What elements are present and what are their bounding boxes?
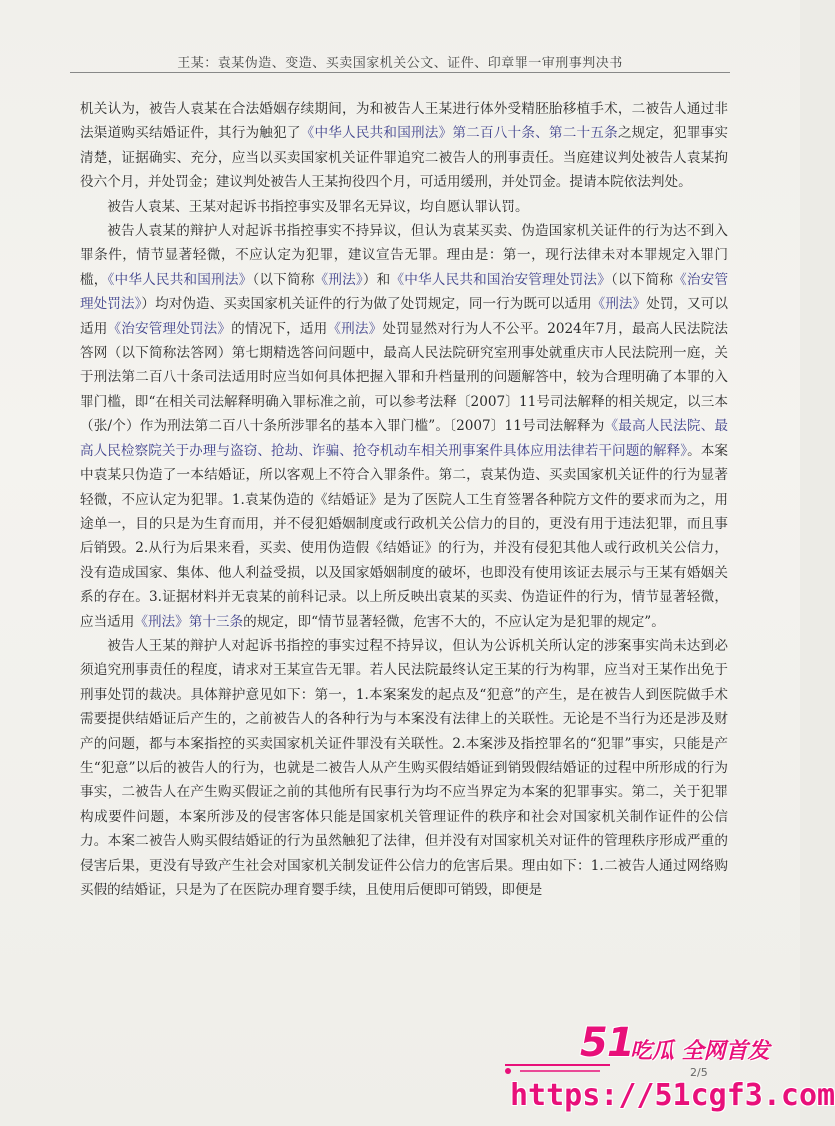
paragraph-wang-defense bbox=[80, 634, 728, 902]
text-run: 处罚，又可以适用 bbox=[80, 296, 729, 337]
text-run: （以下简称 bbox=[252, 271, 315, 288]
document-body bbox=[80, 97, 728, 902]
page-header-title: 王某：袁某伪造、变造、买卖国家机关公文、证件、印章罪一审刑事判决书 bbox=[177, 56, 623, 71]
law-citation: 《治安管理处罚法》 bbox=[107, 320, 232, 337]
site-watermark bbox=[500, 1000, 835, 1126]
watermark-brand: 51 bbox=[580, 1020, 634, 1066]
text-run: 处罚显然对行为人不公平。2024年7月，最高人民法院法答网（以下简称法答网）第七期精选答问问题中，最高人民法院研究室刑事处就重庆市人民法院刑一庭，关于刑法第二百八十条司法适用时应当如何具体把握入罪和升档量刑的问题解答中，较为合理明确了本罪的入罪门槛，即“在相关司法解释明确入罪标准之前，可以参考法释〔2007〕11号司法解释的相关规定，以三本（张/个）作为刑法第二百八十条所涉罪名的基本入罪门槛”。〔2007〕11号司法解释为 bbox=[80, 320, 729, 435]
text-run: 机关认为，被告人袁某在合法婚姻存续期间，为和被告人王某进行体外受精胚胎移植手术，二被告人通过非法渠道购买结婚证件，其行为触犯了 bbox=[80, 101, 728, 142]
page-number: 2/5 bbox=[690, 1066, 708, 1079]
law-citation: 《刑法》 bbox=[327, 320, 383, 337]
law-citation: 《中华人民共和国治安管理处罚法》 bbox=[390, 271, 611, 288]
text-run: 。本案中袁某只伪造了一本结婚证，所以客观上不符合入罪条件。第二，袁某伪造、买卖国家机关证件的行为显著轻微，不应认定为犯罪。1.袁某伪造的《结婚证》是为了医院人工生育签署各种院方文件的要求而为之，用途单一，目的只是为生育而用，并不侵犯婚姻制度或行政机关公信力的目的，更没有用于违法犯罪，而且事后销毁。2.从行为后果来看，买卖、使用伪造假《结婚证》的行为，并没有侵犯其他人或行政机关公信力，没有造成国家、集体、他人利益受损，以及国家婚姻制度的破坏，也即没有使用该证去展示与王某有婚姻关系的存在。3.证据材料并无袁某的前科记录。以上所反映出袁某的买卖、伪造证件的行为，情节显著轻微，应当适用 bbox=[80, 442, 729, 630]
law-citation: 《刑法》 bbox=[134, 613, 189, 630]
paragraph-defendants-plea bbox=[80, 195, 728, 219]
text-run: ）和 bbox=[362, 271, 391, 288]
text-run: 的情况下，适用 bbox=[231, 320, 328, 337]
text-run: 的规定，即“情节显著轻微，危害不大的，不应认定为是犯罪的规定”。 bbox=[243, 613, 665, 630]
watermark-tagline: 吃瓜 全网首发 bbox=[630, 1039, 770, 1064]
law-citation: 《最高人民法院、最高人民检察院关于办理与盗窃、抢劫、诈骗、抢夺机动车相关刑事案件具体应用法律若干问题的解释》 bbox=[80, 418, 729, 459]
paragraph-yuan-defense bbox=[80, 219, 728, 634]
text-run: （以下简称 bbox=[610, 271, 674, 288]
law-citation: 《刑法》 bbox=[314, 271, 363, 288]
law-citation: 《中华人民共和国刑法》 bbox=[300, 125, 453, 142]
text-run: 被告人袁某的辩护人对起诉书指控事实不持异议，但认为袁某买卖、伪造国家机关证件的行为达不到入罪条件，情节显著轻微，不应认定为犯罪，建议宣告无罪。理由是：第一，现行法律未对本罪规定入罪门槛， bbox=[80, 223, 728, 288]
text-run: 被告人袁某、王某对起诉书指控事实及罪名无异议，均自愿认罪认罚。 bbox=[107, 198, 529, 215]
law-citation: 第二百八十条、第二十五条 bbox=[452, 125, 618, 142]
paragraph-prosecution-opinion bbox=[80, 97, 728, 195]
law-citation: 《刑法》 bbox=[591, 296, 647, 313]
text-run: 被告人王某的辩护人对起诉书指控的事实过程不持异议，但认为公诉机关所认定的涉案事实尚未达到必须追究刑事责任的程度，请求对王某宣告无罪。若人民法院最终认定王某的行为构罪，应当对王某作出免于刑事处罚的裁决。具体辩护意见如下：第一，1.本案案发的起点及“犯意”的产生，是在被告人到医院做手术需要提供结婚证后产生的，之前被告人的各种行为与本案没有法律上的关联性。无论是不当行为还是涉及财产的问题，都与本案指控的买卖国家机关证件罪没有关联性。2.本案涉及指控罪名的“犯罪”事实，只能是产生“犯意”以后的被告人的行为，也就是二被告人从产生购买假结婚证到销毁假结婚证的过程中所形成的行为事实，二被告人在产生购买假证之前的其他所有民事行为均不应当界定为本案的犯罪事实。第二，关于犯罪构成要件问题，本案所涉及的侵害客体只能是国家机关管理证件的秩序和社会对国家机关制作证件的公信力。本案二被告人购买假结婚证的行为虽然触犯了法律，但并没有对国家机关对证件的管理秩序形成严重的侵害后果，更没有导致产生社会对国家机关制发证件公信力的危害后果。理由如下：1.二被告人通过网络购买假的结婚证，只是为了在医院办理育婴手续，且使用后便即可销毁，即便是 bbox=[80, 637, 728, 898]
law-citation: 《中华人民共和国刑法》 bbox=[107, 271, 253, 288]
header-divider bbox=[70, 72, 730, 73]
law-citation: 第十三条 bbox=[188, 613, 244, 630]
law-citation: 《治安管理处罚法》 bbox=[80, 271, 729, 313]
watermark-url: https://51cgf3.com bbox=[510, 1078, 835, 1113]
text-run: 之规定，犯罪事实清楚，证据确实、充分，应当以买卖国家机关证件罪追究二被告人的刑事责任。当庭建议判处被告人袁某拘役六个月，并处罚金；建议判处被告人王某拘役四个月，可适用缓刑，并处罚金。提请本院依法判处。 bbox=[80, 125, 729, 191]
text-run: ）均对伪造、买卖国家机关证件的行为做了处罚规定，同一行为既可以适用 bbox=[141, 296, 592, 313]
